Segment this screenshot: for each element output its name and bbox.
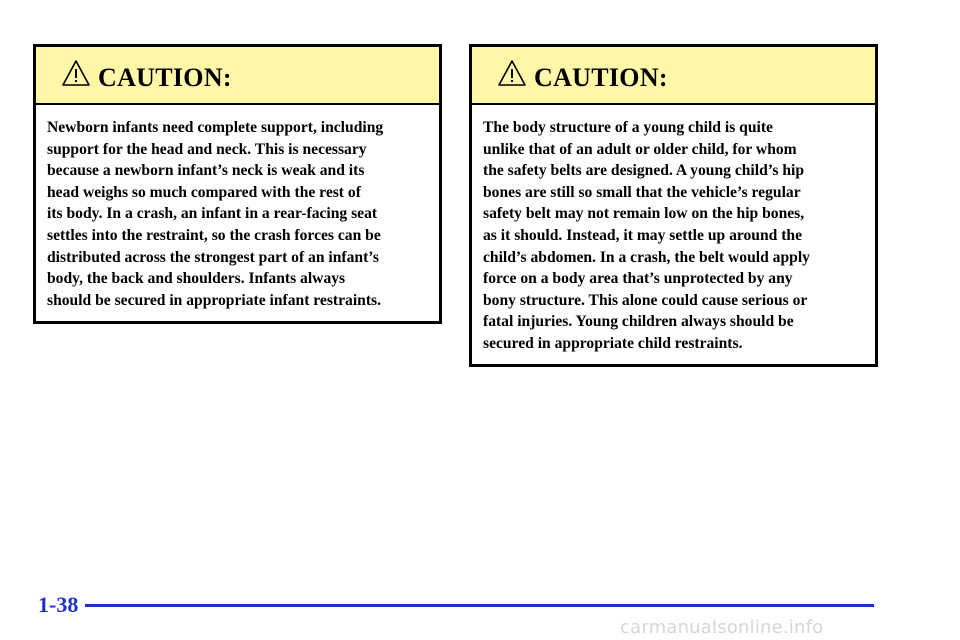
caution-line: head weighs so much compared with the rest of bbox=[47, 183, 361, 201]
caution-line: child’s abdomen. In a crash, the belt would apply bbox=[483, 248, 810, 266]
caution-line: safety belt may not remain low on the hip bones, bbox=[483, 205, 805, 223]
caution-line: its body. In a crash, an infant in a rear-facing seat bbox=[47, 205, 378, 223]
caution-text bbox=[472, 105, 875, 355]
caution-line: secured in appropriate child restraints. bbox=[483, 334, 743, 352]
caution-line: should be secured in appropriate infant restraints. bbox=[47, 291, 382, 309]
caution-line: because a newborn infant’s neck is weak and its bbox=[47, 162, 365, 180]
warning-triangle-icon bbox=[61, 59, 91, 87]
caution-line: support for the head and neck. This is necessary bbox=[47, 140, 367, 158]
caution-line: Newborn infants need complete support, including bbox=[47, 119, 384, 136]
caution-box-child bbox=[469, 44, 878, 367]
caution-line: fatal injuries. Young children always should be bbox=[483, 313, 794, 331]
caution-line: bones are still so small that the vehicle’s regular bbox=[483, 183, 801, 201]
caution-line: bony structure. This alone could cause serious or bbox=[483, 291, 808, 309]
caution-header bbox=[36, 47, 439, 105]
page-number: 1-38 bbox=[38, 592, 79, 617]
warning-triangle-icon bbox=[497, 59, 527, 87]
caution-text bbox=[36, 105, 439, 311]
footer-rule bbox=[85, 604, 874, 607]
caution-line: distributed across the strongest part of an infant’s bbox=[47, 248, 379, 266]
watermark: carmanualsonline.info bbox=[620, 617, 824, 638]
caution-line: force on a body area that’s unprotected by any bbox=[483, 270, 793, 288]
caution-header bbox=[472, 47, 875, 105]
caution-title: CAUTION: bbox=[534, 63, 668, 92]
caution-line: body, the back and shoulders. Infants always bbox=[47, 270, 346, 288]
caution-line: settles into the restraint, so the crash forces can be bbox=[47, 226, 381, 244]
caution-line: as it should. Instead, it may settle up around the bbox=[483, 226, 803, 244]
caution-title: CAUTION: bbox=[98, 63, 232, 92]
caution-line: The body structure of a young child is quite bbox=[483, 119, 773, 136]
caution-line: unlike that of an adult or older child, for whom bbox=[483, 140, 797, 158]
caution-line: the safety belts are designed. A young child’s hip bbox=[483, 162, 805, 180]
caution-box-infant bbox=[33, 44, 442, 324]
